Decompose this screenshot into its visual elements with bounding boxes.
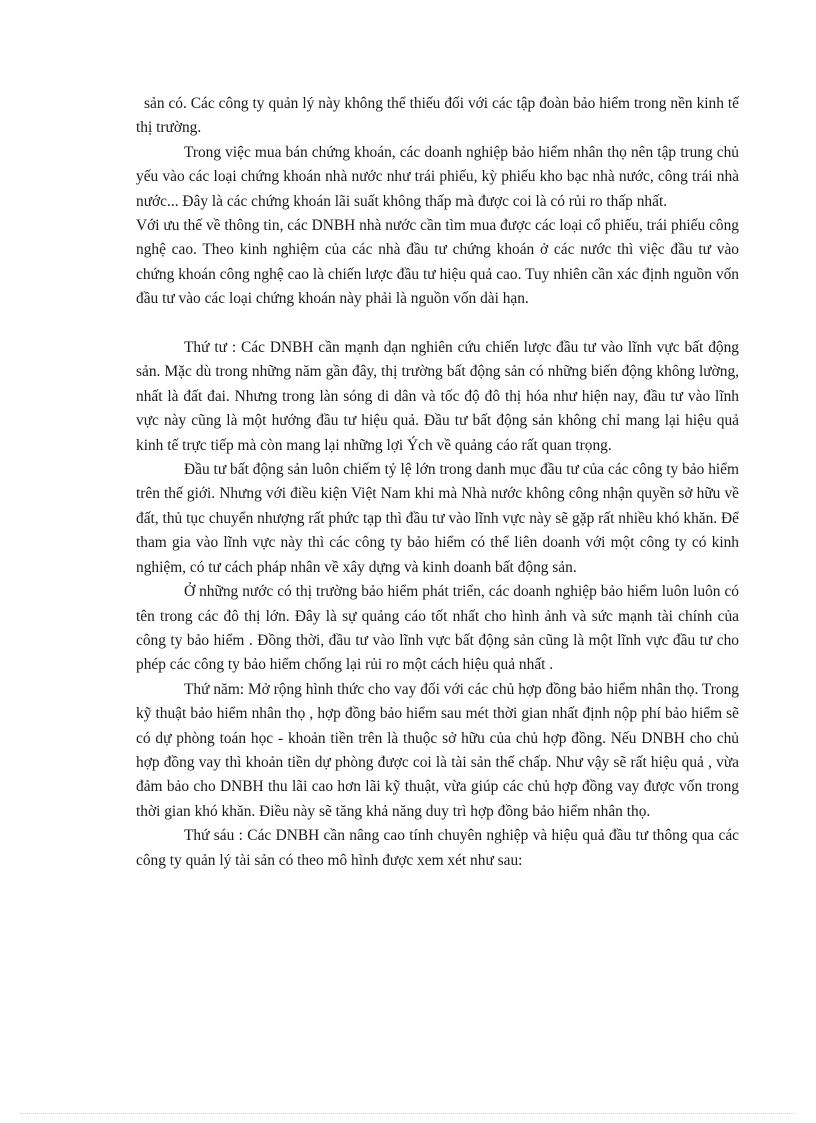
paragraph-sixth-asset-management: Thứ sáu : Các DNBH cần nâng cao tính chuyên nghiệp và hiệu quả đầu tư thông qua các công ty quản lý tài sản có theo mô hình được xem xét như sau:	[136, 827, 739, 869]
paragraph-high-tech-securities: Với ưu thế về thông tin, các DNBH nhà nước cần tìm mua được các loại cổ phiếu, trái phiếu công nghệ cao. Theo kinh nghiệm của các nhà đầu tư chứng khoán ở các nước thì việc đầu tư vào chứng khoán công nghệ cao là chiến lược đầu tư hiệu quả cao. Tuy nhiên cần xác định nguồn vốn đầu tư vào các loại chứng khoán này phải là nguồn vốn dài hạn.	[136, 217, 739, 308]
paragraph-securities-trading: Trong việc mua bán chứng khoán, các doanh nghiệp bảo hiểm nhân thọ nên tập trung chủ yếu vào các loại chứng khoán nhà nước như trái phiếu, kỳ phiếu kho bạc nhà nước, công trái nhà nước... Đây là các chứng khoán lãi suất không thấp mà được coi là có rủi ro thấp nhất.	[136, 143, 739, 210]
paragraph-continuation: sản có. Các công ty quản lý này không thể thiếu đối với các tập đoàn bảo hiểm trong nền kinh tế thị trường.	[136, 95, 739, 137]
paragraph-developed-markets: Ở những nước có thị trường bảo hiểm phát triển, các doanh nghiệp bảo hiểm luôn luôn có tên trong các đô thị lớn. Đây là sự quảng cáo tốt nhất cho hình ảnh và sức mạnh tài chính của công ty bảo hiểm . Đồng thời, đầu tư vào lĩnh vực bất động sản cũng là một lĩnh vực đầu tư cho phép các công ty bảo hiểm chống lại rủi ro một cách hiệu quả nhất .	[136, 583, 739, 674]
paragraph-fourth-real-estate: Thứ tư : Các DNBH cần mạnh dạn nghiên cứu chiến lược đầu tư vào lĩnh vực bất động sản. Mặc dù trong những năm gần đây, thị trường bất động sản có những biến động không lường, nhất là đất đai. Nhưng trong làn sóng di dân và tốc độ đô thị hóa như hiện nay, đầu tư vào lĩnh vực này cũng là một hướng đầu tư hiệu quả. Đầu tư bất động sản không chỉ mang lại hiệu quả kinh tế trực tiếp mà còn mang lại những lợi Ých về quảng cáo rất quan trọng.	[136, 339, 739, 454]
paragraph-real-estate-share: Đầu tư bất động sản luôn chiếm tỷ lệ lớn trong danh mục đầu tư của các công ty bảo hiểm trên thế giới. Nhưng với điều kiện Việt Nam khi mà Nhà nước không công nhận quyền sở hữu về đất, thủ tục chuyển nhượng rất phức tạp thì đầu tư vào lĩnh vực này sẽ gặp rất nhiều khó khăn. Để tham gia vào lĩnh vực này thì các công ty bảo hiểm có thể liên doanh với một công ty có kinh nghiệm, có tư cách pháp nhân về xây dựng và kinh doanh bất động sản.	[136, 461, 739, 576]
document-body	[136, 92, 739, 873]
page-bottom-divider	[20, 1113, 796, 1114]
paragraph-fifth-policy-loans: Thứ năm: Mở rộng hình thức cho vay đối với các chủ hợp đồng bảo hiểm nhân thọ. Trong kỹ thuật bảo hiểm nhân thọ , hợp đồng bảo hiểm sau mét thời gian nhất định nộp phí bảo hiểm sẽ có dự phòng toán học - khoản tiền trên là thuộc sở hữu của chủ hợp đồng. Nếu DNBH cho chủ hợp đồng vay thì khoản tiền dự phòng được coi là tài sản thế chấp. Như vậy sẽ rất hiệu quả , vừa đảm bảo cho DNBH thu lãi cao hơn lãi kỹ thuật, vừa giúp các chủ hợp đồng vay được vốn trong thời gian khó khăn. Điều này sẽ tăng khả năng duy trì hợp đồng bảo hiểm nhân thọ.	[136, 680, 739, 820]
